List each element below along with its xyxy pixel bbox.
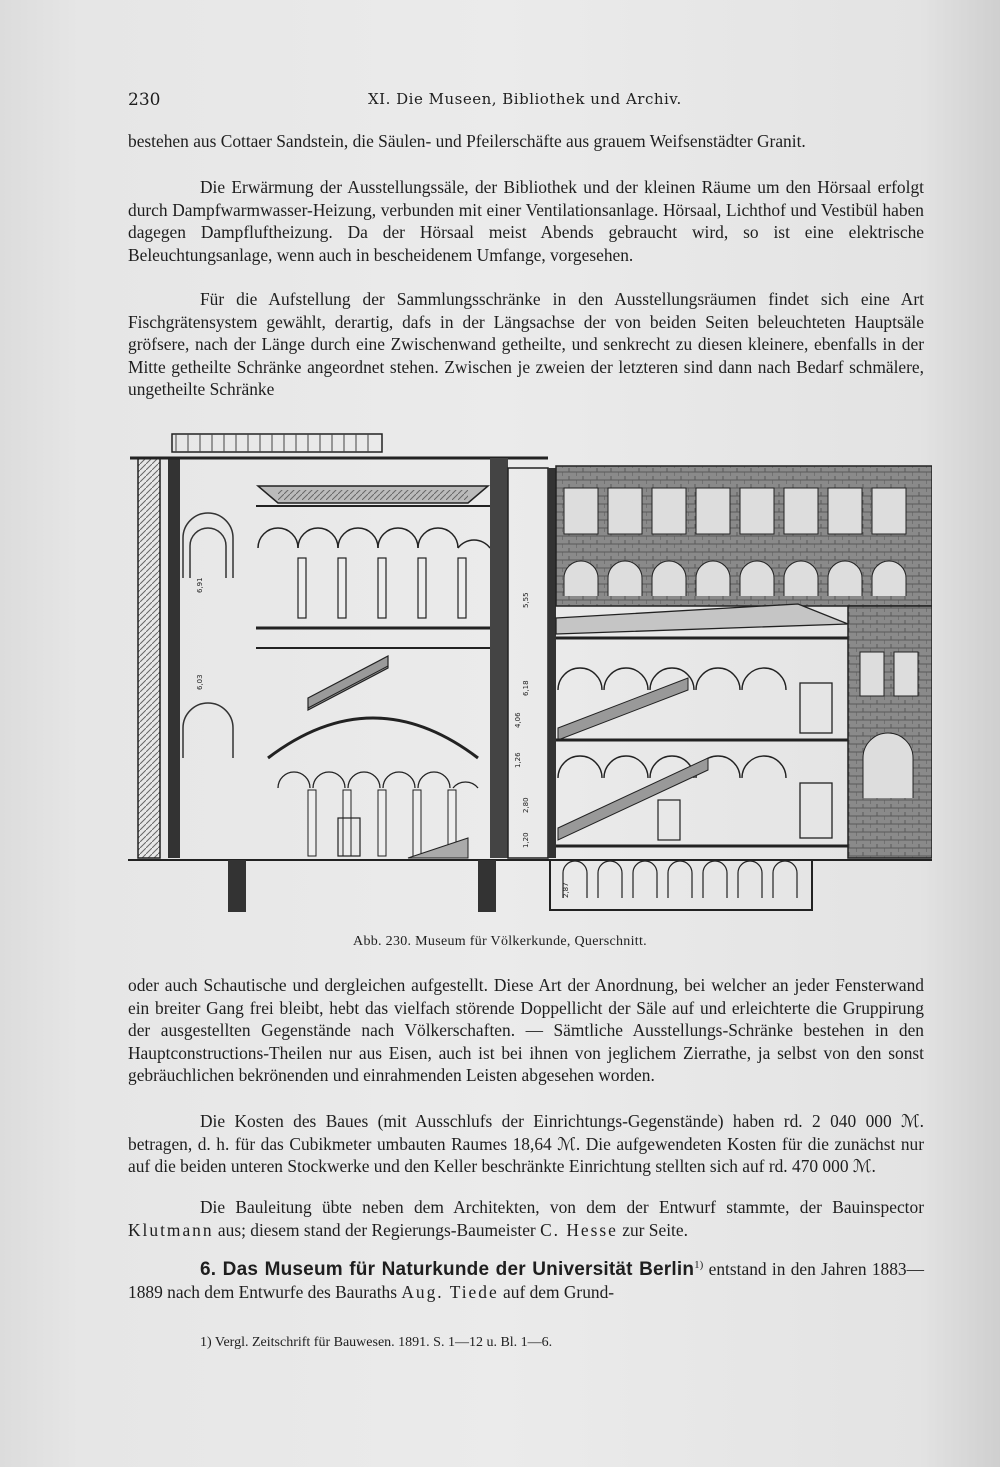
dim-label: 2,87 — [562, 882, 570, 898]
paragraph-3: Für die Aufstellung der Sammlungsschränke in den Ausstellungsräumen findet sich eine Art Fischgrätensystem gewählt, derartig, dafs in der Längsachse der von beiden Seiten beleuchteten Hauptsäle gröfsere, nach der Länge durch eine Zwischenwand getheilte, und senkrecht zu diesen kleinere, ebenfalls in der Mitte getheilte Schränke angeordnet stehen. Zwischen je zweien der letzteren sind dann nach Bedarf schmälere, ungetheilte Schränke — [128, 289, 924, 399]
paragraph-1: bestehen aus Cottaer Sandstein, die Säulen- und Pfeilerschäfte aus grauem Weifsenstädter Granit. — [128, 131, 806, 151]
figure-caption: Abb. 230. Museum für Völkerkunde, Querschnitt. — [353, 934, 647, 949]
paragraph-6 — [128, 1196, 924, 1241]
paragraph-4: oder auch Schautische und dergleichen aufgestellt. Diese Art der Anordnung, bei welcher an jeder Fensterwand ein breiter Gang frei bleibt, hebt das vielfach störende Doppellicht der Säle auf und erleichterte die Gruppirung der ausgestellten Gegenstände nach Völkerschaften. — Sämtliche Ausstellungs-Schränke bestehen in den Hauptconstructions-Theilen nur aus Eisen, auch ist bei ihnen von jeglichem Zierrathe, ja selbst von den sonst gebräuchlichen bekrönenden und einrahmenden Leisten abgesehen worden. — [128, 975, 924, 1085]
dim-label: 4,06 — [514, 712, 522, 728]
cross-section-drawing — [128, 428, 932, 918]
page-header — [128, 88, 928, 114]
paragraph-7-text-a: entstand in den Jahren 1883—1889 nach dem Entwurfe des Bauraths — [128, 1258, 924, 1303]
paragraph-5: Die Kosten des Baues (mit Ausschlufs der Einrichtungs-Gegenstände) haben rd. 2 040 000 ℳ. betragen, d. h. für das Cubikmeter umbauten Raumes 18,64 ℳ. Die aufgewendeten Kosten für die zunächst nur auf die beiden unteren Stockwerke und den Keller beschränkte Einrichtung stellten sich auf rd. 470 000 ℳ. — [128, 1111, 924, 1176]
dim-label: 1,20 — [522, 832, 530, 848]
person-name-klutmann: Klutmann — [128, 1219, 214, 1240]
dim-label: 6,91 — [196, 577, 204, 593]
page-number: 230 — [128, 90, 161, 110]
person-name-hesse: C. Hesse — [540, 1219, 618, 1240]
dim-label: 6,18 — [522, 680, 530, 696]
paragraph-6-text-a: Die Bauleitung übte neben dem Architekten, von dem der Entwurf stammte, der Bauinspector — [200, 1197, 924, 1217]
footnote: 1) Vergl. Zeitschrift für Bauwesen. 1891. S. 1—12 u. Bl. 1—6. — [200, 1335, 553, 1350]
paragraph-7 — [128, 1254, 924, 1304]
dim-label: 2,80 — [522, 797, 530, 813]
dim-label: 1,26 — [514, 752, 522, 768]
dim-label: 6,03 — [196, 674, 204, 690]
paragraph-2: Die Erwärmung der Ausstellungssäle, der Bibliothek und der kleinen Räume um den Hörsaal erfolgt durch Dampfwarmwasser-Heizung, verbunden mit einer Ventilationsanlage. Hörsaal, Lichthof und Vestibül haben dagegen Dampfluftheizung. Da der Hörsaal meist Abends gebraucht wird, so ist eine elektrische Beleuchtungsanlage, wenn auch in bescheidenem Umfange, vorgesehen. — [128, 177, 924, 265]
paragraph-7-text-b: auf dem Grund- — [503, 1282, 615, 1303]
person-name-tiede: Aug. Tiede — [401, 1282, 499, 1303]
cross-section-figure — [128, 428, 932, 918]
footnote-ref: 1) — [694, 1259, 704, 1271]
paragraph-6-text-b: aus; diesem stand der Regierungs-Baumeister — [217, 1219, 536, 1240]
dim-label: 5,55 — [522, 592, 530, 608]
section-heading: 6. Das Museum für Naturkunde der Universität Berlin — [200, 1258, 695, 1280]
running-title: XI. Die Museen, Bibliothek und Archiv. — [368, 90, 682, 108]
paragraph-6-text-c: zur Seite. — [622, 1219, 688, 1240]
